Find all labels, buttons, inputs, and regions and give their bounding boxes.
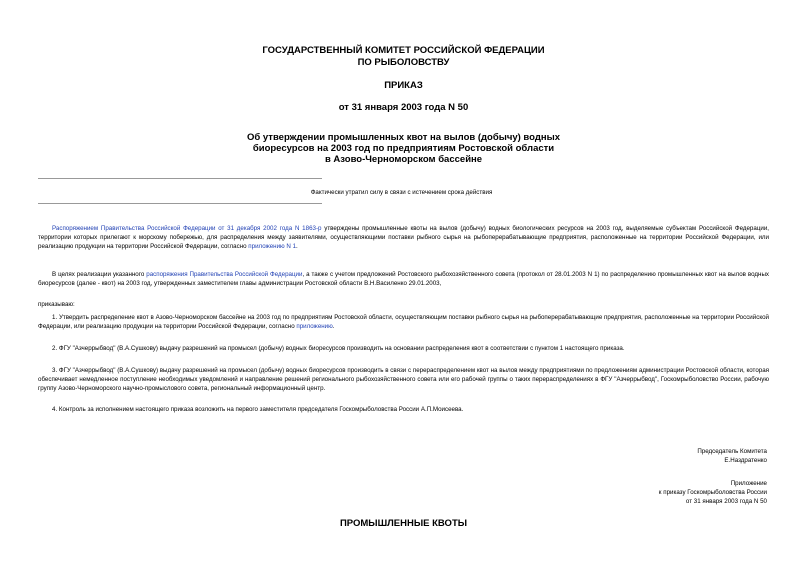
appendix-link[interactable]: приложению (296, 323, 333, 330)
paragraph-item-2: 2. ФГУ "Азчеррыбвод" (В.А.Сушкову) выдачу разрешений на промысел (добычу) водных биоресурсов производить на основании распределения квот в соответствии с пунктом 1 настоящего приказа. (52, 345, 625, 352)
paragraph-order-word: приказываю: (38, 301, 75, 308)
government-order-link[interactable]: Распоряжением Правительства Российской Федерации от 31 декабря 2002 года N 1863-р (52, 225, 322, 232)
purpose-text: В целях реализации указанного (52, 271, 147, 278)
signature-block (697, 447, 767, 465)
appendix-date: от 31 января 2003 года N 50 (685, 498, 767, 505)
org-line-2: ПО РЫБОЛОВСТВУ (357, 57, 450, 68)
paragraph-preamble (38, 224, 769, 251)
title-line-1: Об утверждении промышленных квот на вылов (добычу) водных (247, 132, 560, 143)
appendix-1-link[interactable]: приложению N 1 (248, 243, 297, 250)
appendix-block (659, 479, 767, 506)
divider-top (38, 178, 322, 179)
paragraph-item-1 (38, 313, 769, 331)
preamble-end: . (296, 243, 298, 250)
divider-bottom (38, 203, 322, 204)
title-line-2: биоресурсов на 2003 год по предприятиям Ростовской области (252, 143, 555, 154)
paragraph-purpose (38, 270, 769, 288)
signature-position: Председатель Комитета (697, 448, 767, 455)
quotas-title: ПРОМЫШЛЕННЫЕ КВОТЫ (339, 518, 468, 529)
organization-header (0, 45, 807, 69)
status-note: Фактически утратил силу в связи с истечением срока действия (310, 189, 493, 196)
org-line-1: ГОСУДАРСТВЕННЫЙ КОМИТЕТ РОССИЙСКОЙ ФЕДЕРАЦИИ (262, 45, 545, 56)
appendix-ref: к приказу Госкомрыболовства России (658, 489, 767, 496)
paragraph-item-4: 4. Контроль за исполнением настоящего приказа возложить на первого заместителя председателя Госкомрыболовства России А.П.Моисеева. (52, 406, 464, 413)
item-1-text: 1. Утвердить распределение квот в Азово-Черноморском бассейне на 2003 год по предприятиям Ростовской области, осуществляющим поставки рыбного сырья на рыбоперерабатывающие предприятия, расположенные на территории Российской Федерации, или реализацию продукции на территории Российской Федерации, согласно (38, 314, 769, 330)
paragraph-item-3: 3. ФГУ "Азчеррыбвод" (В.А.Сушкову) выдачу разрешений на промысел (добычу) водных биоресурсов производить в связи с перераспределением квот на вылов между предприятиями по предложениям администрации Ростовской области, которая обеспечивает немедленное поступление необходимых уведомлений и направление решений регионального рыбохозяйственного совета или его рабочей группы о таких перераспределениях в ФГУ "Азчеррыбвод", Госкомрыболовство России, рабочую группу Азово-Черноморского научно-промыслового совета, региональный информационный центр. (38, 367, 769, 392)
item-1-end: . (332, 323, 335, 330)
preamble-text: утверждены промышленные квоты на вылов (добычу) водных биологических ресурсов на 2003 год, выделяемые субъектам Российской Федерации, территории которых прилегают к морскому побережью, для распределения между заявителями, осуществляющими поставки рыбного сырья на рыбоперерабатывающие предприятия, расположенные на территории Российской Федерации, или реализацию продукции на территории Российской Федерации, согласно (38, 225, 769, 250)
appendix-label: Приложение (730, 480, 767, 487)
title-line-3: в Азово-Черноморском бассейне (324, 154, 483, 165)
document-date-number: от 31 января 2003 года N 50 (338, 102, 469, 113)
purpose-end: , а также с учетом предложений Ростовского рыбохозяйственного совета (протокол от 28.01.2003 N 1) по распределению промышленных квот на вылов водных биоресурсов (далее - квот) на 2003 год, утвержденных заместителем главы администрации Ростовской области В.Н.Василенко 29.01.2003, (38, 271, 769, 287)
document-title (0, 132, 807, 165)
document-type: ПРИКАЗ (384, 80, 423, 91)
government-order-link-2[interactable]: распоряжения Правительства Российской Федерации (146, 271, 303, 278)
signature-name: Е.Наздратенко (724, 457, 767, 464)
